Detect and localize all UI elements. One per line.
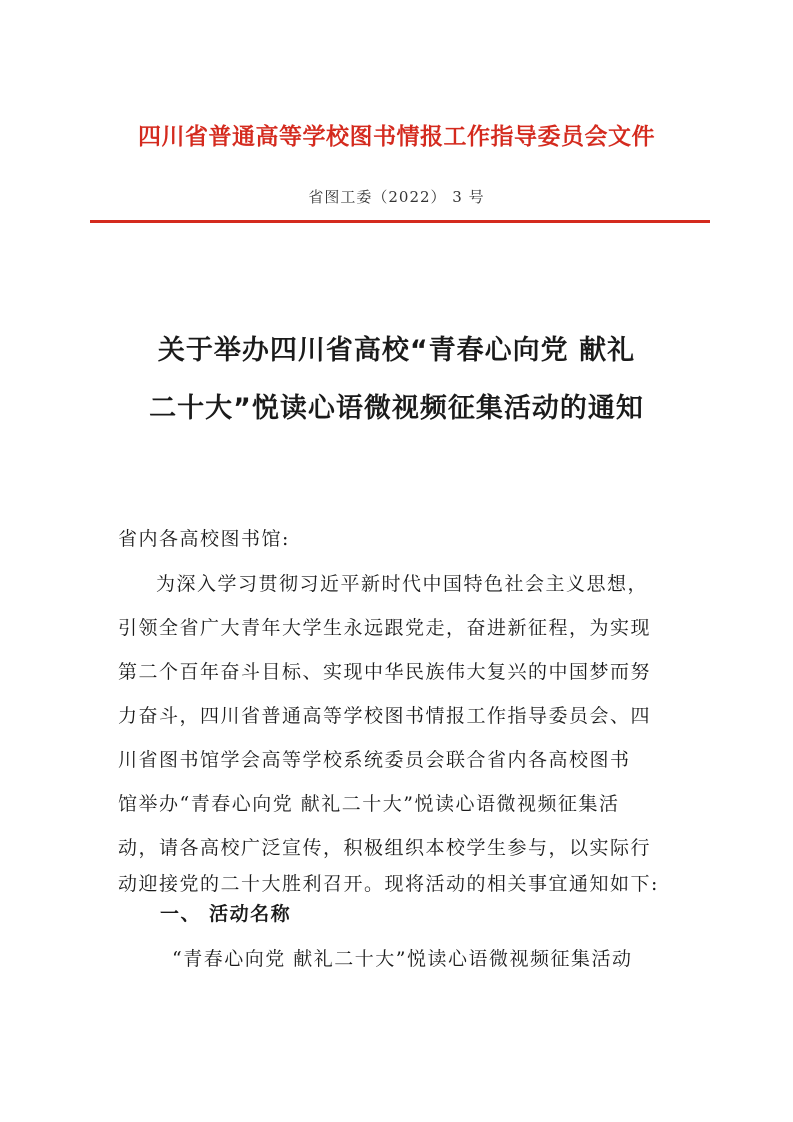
- paragraph-line: 动，请各高校广泛宣传，积极组织本校学生参与，以实际行: [118, 837, 652, 859]
- section-heading-activity-name: 一、 活动名称: [160, 903, 292, 925]
- notice-title-line-2: 二十大”悦读心语微视频征集活动的通知: [149, 393, 644, 424]
- paragraph-line: 川省图书馆学会高等学校系统委员会联合省内各高校图书: [118, 749, 631, 771]
- letterhead-red-rule: [90, 220, 710, 223]
- paragraph-line: 为深入学习贯彻习近平新时代中国特色社会主义思想，: [156, 573, 649, 595]
- activity-name-text: “青春心向党 献礼二十大”悦读心语微视频征集活动: [172, 948, 633, 970]
- paragraph-line: 引领全省广大青年大学生永远跟党走，奋进新征程，为实现: [118, 617, 652, 639]
- paragraph-line: 第二个百年奋斗目标、实现中华民族伟大复兴的中国梦而努: [118, 661, 652, 683]
- paragraph-line: 动迎接党的二十大胜利召开。现将活动的相关事宜通知如下:: [118, 873, 659, 895]
- document-number: 省图工委（2022） 3 号: [308, 188, 485, 206]
- letterhead-title: 四川省普通高等学校图书情报工作指导委员会文件: [138, 124, 655, 150]
- paragraph-line: 力奋斗，四川省普通高等学校图书情报工作指导委员会、四: [118, 705, 652, 727]
- notice-title-line-1: 关于举办四川省高校“青春心向党 献礼: [157, 335, 636, 366]
- paragraph-line: 馆举办“青春心向党 献礼二十大”悦读心语微视频征集活: [118, 793, 620, 815]
- salutation: 省内各高校图书馆:: [118, 528, 290, 550]
